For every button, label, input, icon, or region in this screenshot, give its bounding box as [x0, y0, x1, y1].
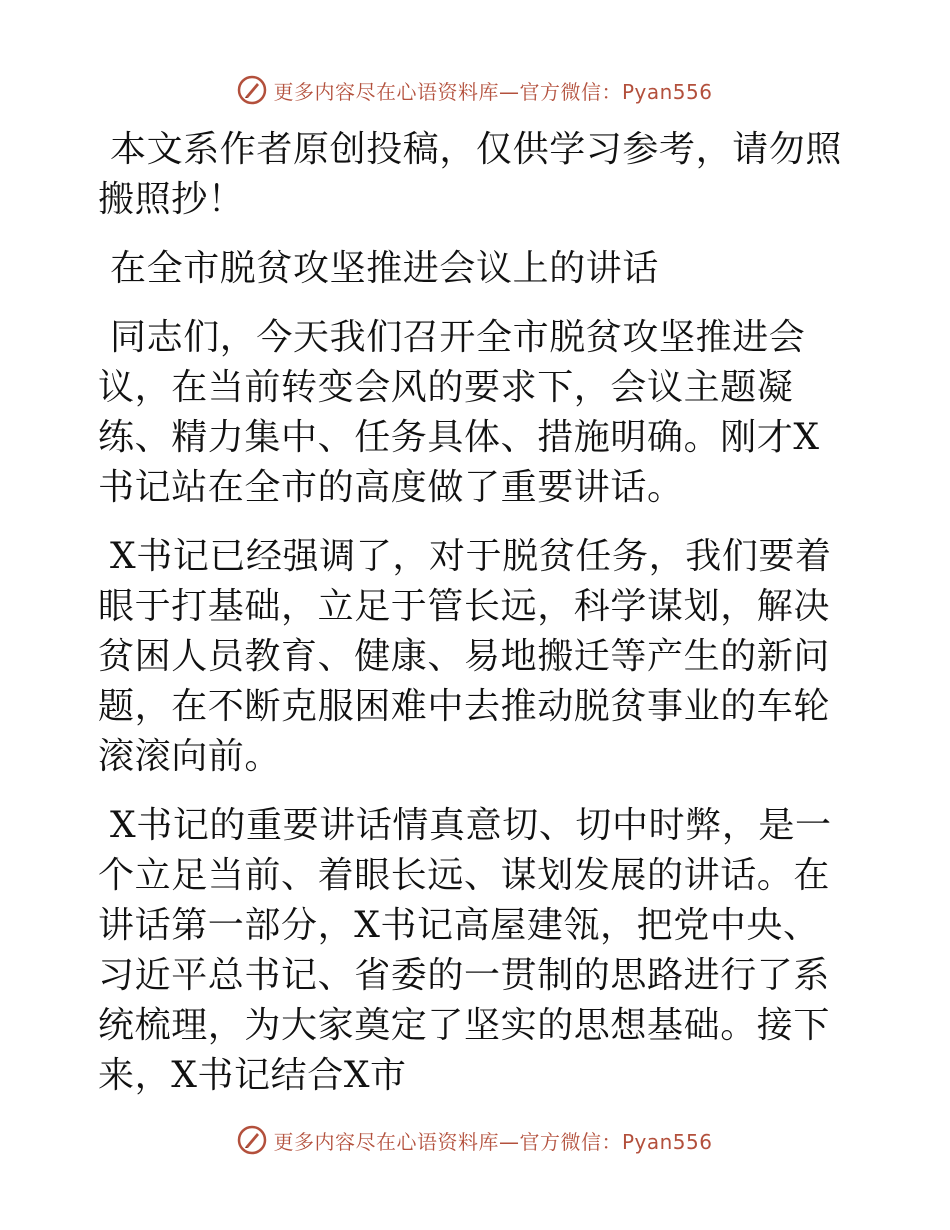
quill-logo-icon [237, 1125, 267, 1155]
document-body [98, 125, 853, 1101]
footer-banner-text: 更多内容尽在心语资料库—官方微信：Pyan556 [273, 1129, 713, 1154]
header-banner [0, 70, 950, 110]
paragraph: X书记的重要讲话情真意切、切中时弊，是一个立足当前、着眼长远、谋划发展的讲话。在讲话第一部分，X书记高屋建瓴，把党中央、习近平总书记、省委的一贯制的思路进行了系统梳理，为大家奠定了坚实的思想基础。接下来，X书记结合X市 [98, 805, 832, 1096]
footer-banner [0, 1120, 950, 1160]
copyright-notice: 本文系作者原创投稿，仅供学习参考，请勿照搬照抄！ [98, 129, 843, 220]
paragraph: 同志们，今天我们召开全市脱贫攻坚推进会议，在当前转变会风的要求下，会议主题凝练、精力集中、任务具体、措施明确。刚才X书记站在全市的高度做了重要讲话。 [98, 317, 820, 508]
header-banner-text: 更多内容尽在心语资料库—官方微信：Pyan556 [273, 79, 713, 104]
paragraph: X书记已经强调了，对于脱贫任务，我们要着眼于打基础，立足于管长远，科学谋划，解决贫困人员教育、健康、易地搬迁等产生的新问题，在不断克服困难中去推动脱贫事业的车轮滚滚向前。 [98, 536, 832, 777]
document-title: 在全市脱贫攻坚推进会议上的讲话 [110, 248, 660, 289]
quill-logo-icon [237, 75, 267, 105]
